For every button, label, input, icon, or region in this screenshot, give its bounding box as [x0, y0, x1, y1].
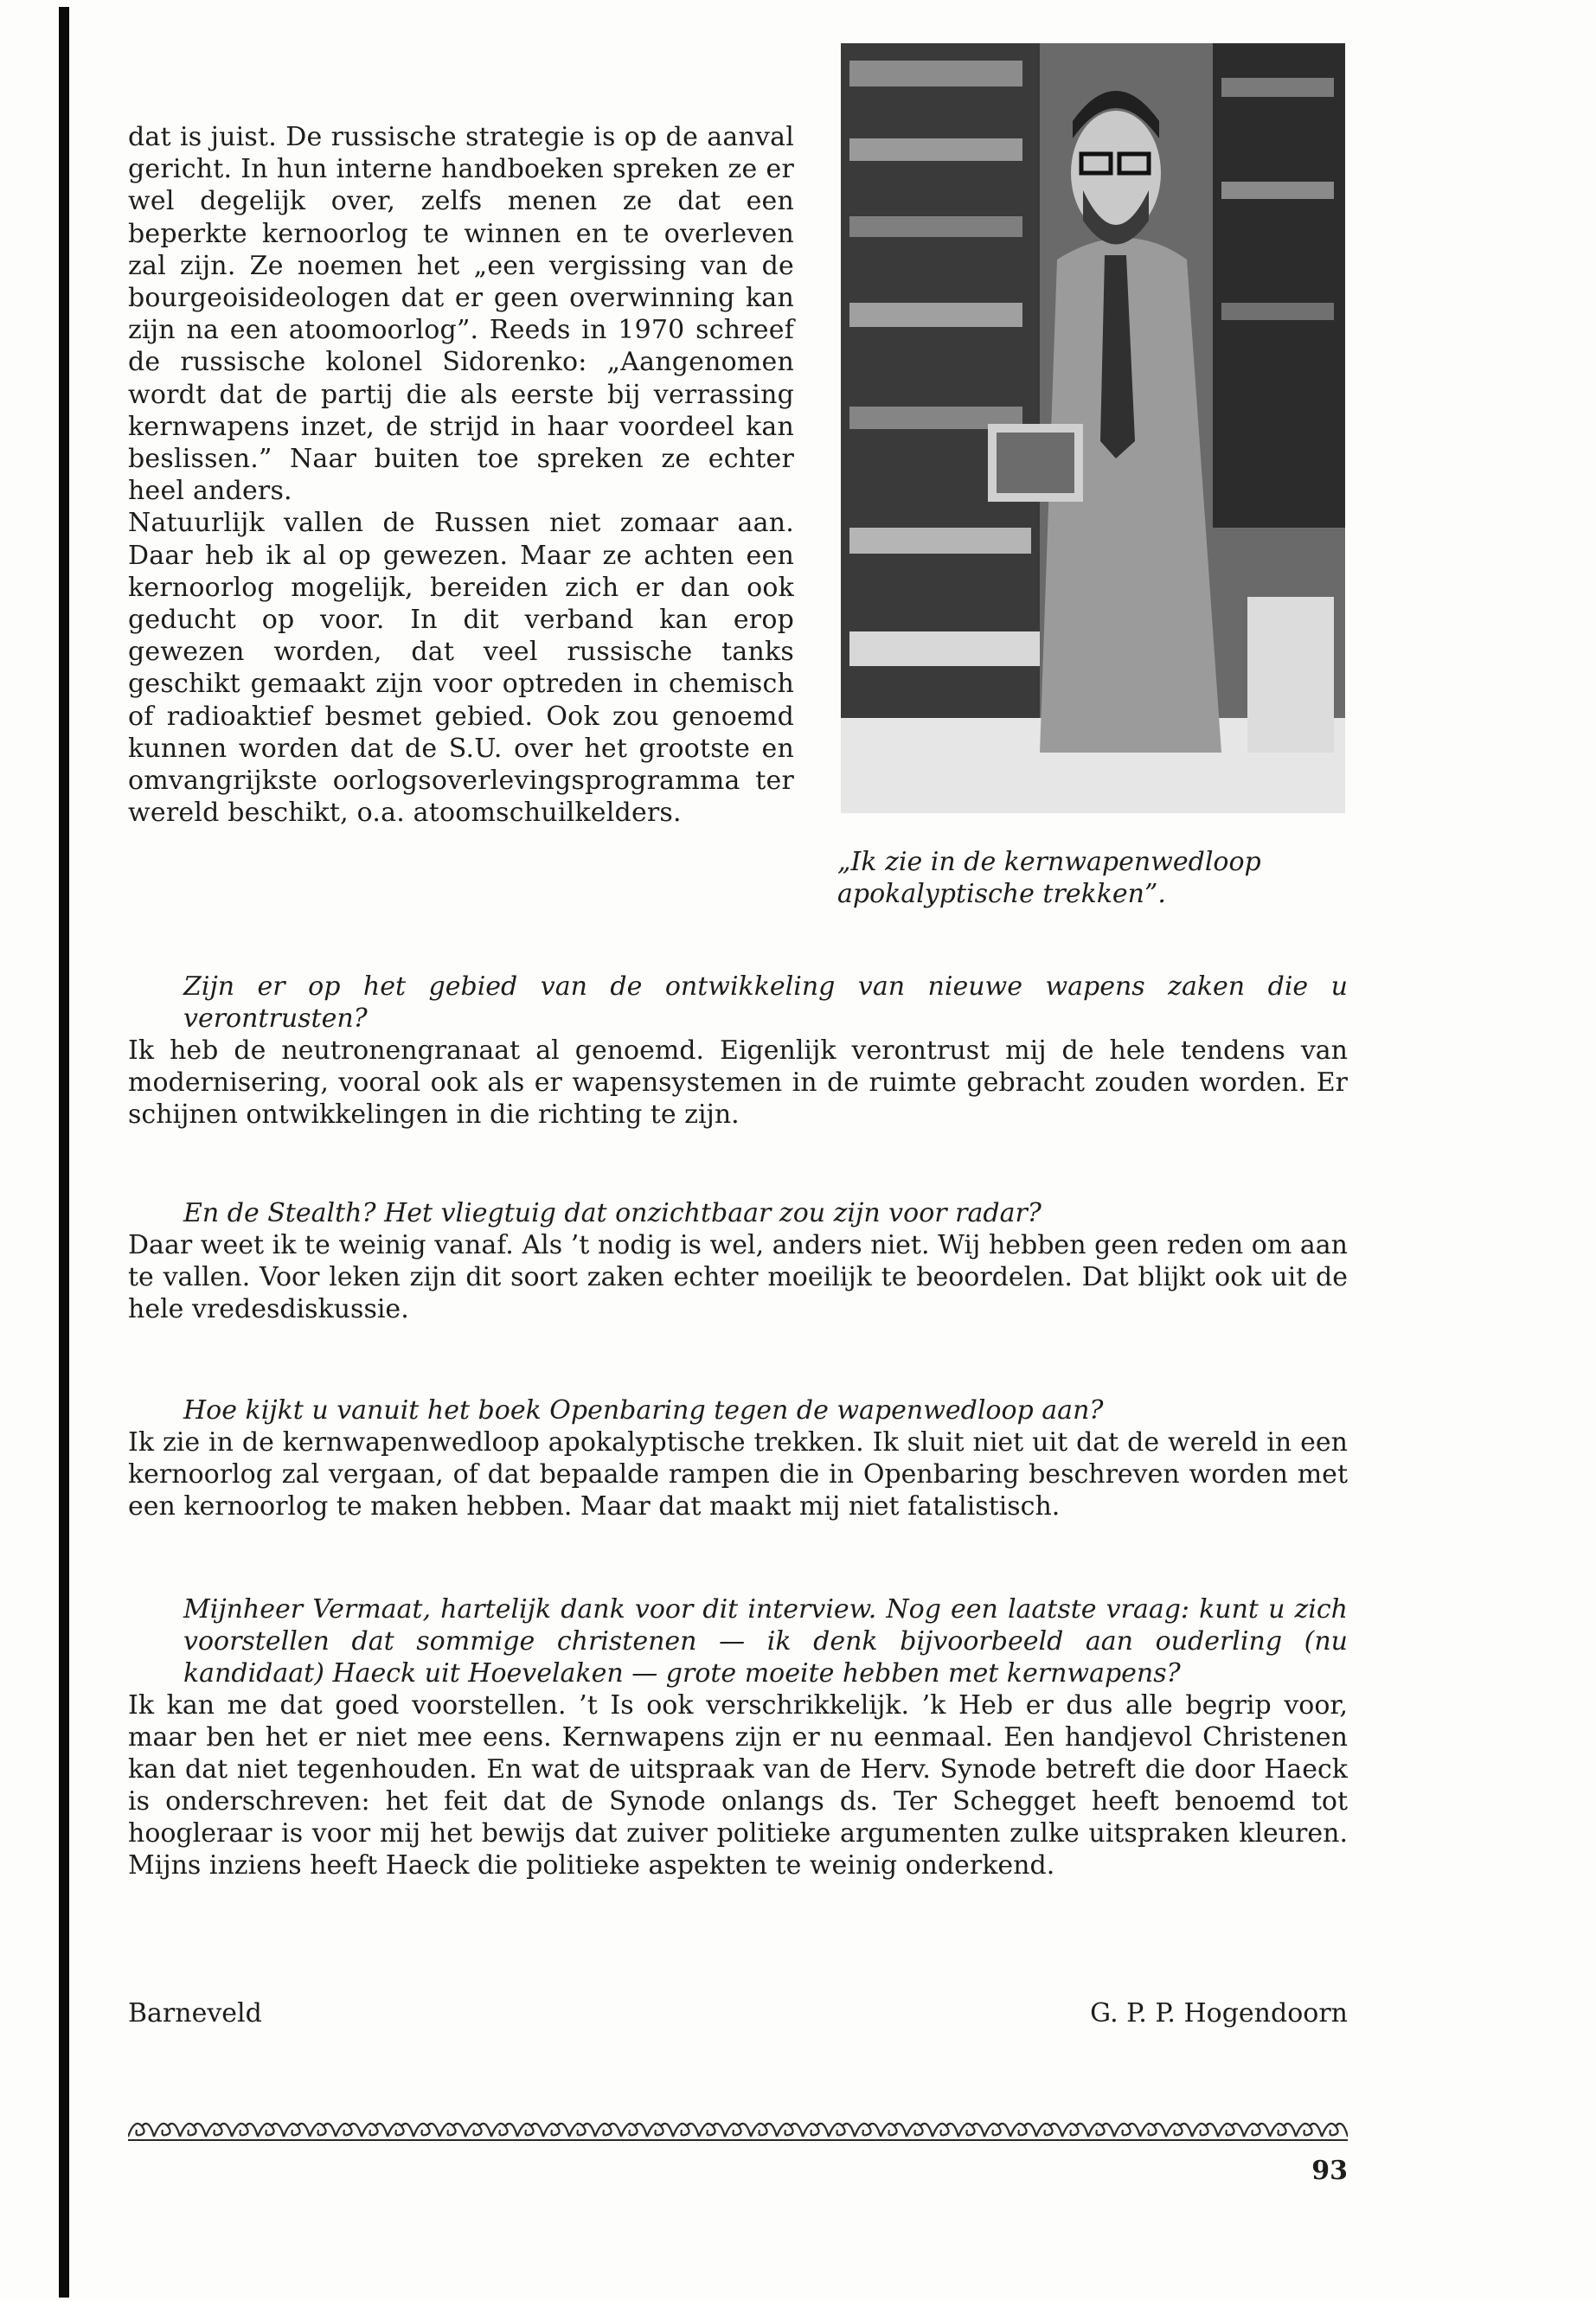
photo-caption	[837, 846, 1356, 910]
answer-2: Daar weet ik te weinig vanaf. Als ’t nodig is wel, anders niet. Wij hebben geen reden om aan te vallen. Voor leken zijn dit soort zaken echter moeilijk te beoordelen. Dat blijkt ook uit de hele vredesdiskussie.	[128, 1230, 1348, 1324]
answer-4: Ik kan me dat goed voorstellen. ’t Is ook verschrikkelijk. ’k Heb er dus alle begrip voor, maar ben het er niet mee eens. Kernwapens zijn er nu eenmaal. Een handjevol Christenen kan dat niet tegenhouden. En wat de uitspraak van de Herv. Synode betreft die door Haeck is onderschreven: het feit dat de Synode onlangs ds. Ter Schegget heeft benoemd tot hoogleraar is voor mij het bewijs dat zuiver politieke argumenten zulke uitspraken kleuren. Mijns inziens heeft Haeck die politieke aspekten te weinig onderkend.	[128, 1690, 1348, 1881]
signoff-place: Barneveld	[128, 1998, 262, 2029]
left-paragraph-1: dat is juist. De russische strategie is op de aanval gericht. In hun interne handboeken spreken ze er wel degelijk over, zelfs menen ze dat een beperkte kernoorlog te winnen en te overleven zal zijn. Ze noemen het „een vergissing van de bourgeoisideologen dat er geen overwinning kan zijn na een atoomoorlog”. Reeds in 1970 schreef de russische kolonel Sidorenko: „Aangenomen wordt dat de partij die als eerste bij verrassing kernwapens inzet, de strijd in haar voordeel kan beslissen.” Naar buiten toe spreken ze echter heel anders.	[128, 122, 794, 507]
caption-line-1: „Ik zie in de kernwapenwedloop	[837, 847, 1261, 877]
answer-1: Ik heb de neutronengranaat al genoemd. Eigenlijk verontrust mij de hele tendens van modernisering, vooral ook als er wapensystemen in de ruimte gebracht zouden worden. Er schijnen ontwikkelingen in die richting te zijn.	[128, 1035, 1348, 1130]
question-1: Zijn er op het gebied van de ontwikkeling van nieuwe wapens zaken die u verontrusten?	[183, 971, 1348, 1034]
question-3: Hoe kijkt u vanuit het boek Openbaring tegen de wapenwedloop aan?	[183, 1395, 1104, 1426]
qa-block-3	[128, 1394, 1348, 1522]
answer-3: Ik zie in de kernwapenwedloop apokalyptische trekken. Ik sluit niet uit dat de wereld in een kernoorlog zal vergaan, of dat bepaalde rampen die in Openbaring beschreven worden met een kernoorlog te maken hebben. Maar dat maakt mij niet fatalistisch.	[128, 1427, 1348, 1522]
photo-man-with-books	[841, 43, 1345, 813]
qa-block-1	[128, 971, 1348, 1131]
signoff	[128, 1998, 1348, 2029]
interview-photo	[841, 43, 1345, 813]
binding-edge	[59, 7, 69, 2298]
page-number: 93	[1311, 2156, 1348, 2186]
question-2: En de Stealth? Het vliegtuig dat onzichtbaar zou zijn voor radar?	[183, 1198, 1042, 1228]
qa-block-4	[128, 1593, 1348, 1881]
decorative-border	[128, 2114, 1348, 2144]
signoff-author: G. P. P. Hogendoorn	[1090, 1998, 1348, 2029]
caption-line-2: apokalyptische trekken”.	[837, 879, 1166, 909]
qa-block-2	[128, 1197, 1348, 1325]
left-paragraph-2: Natuurlijk vallen de Russen niet zomaar aan. Daar heb ik al op gewezen. Maar ze achten een kernoorlog mogelijk, bereiden zich er dan ook geducht op voor. In dit verband kan erop gewezen worden, dat veel russische tanks geschikt gemaakt zijn voor optreden in chemisch of radioaktief besmet gebied. Ook zou genoemd kunnen worden dat de S.U. over het grootste en omvangrijkste oorlogsoverlevingsprogramma ter wereld beschikt, o.a. atoomschuilkelders.	[128, 508, 794, 829]
wave-ornament-icon	[128, 2114, 1348, 2144]
question-4: Mijnheer Vermaat, hartelijk dank voor dit interview. Nog een laatste vraag: kunt u zich voorstellen dat sommige christenen — ik denk bijvoorbeeld aan ouderling (nu kandidaat) Haeck uit Hoevelaken — grote moeite hebben met kernwapens?	[183, 1594, 1348, 1689]
left-column	[128, 121, 794, 829]
